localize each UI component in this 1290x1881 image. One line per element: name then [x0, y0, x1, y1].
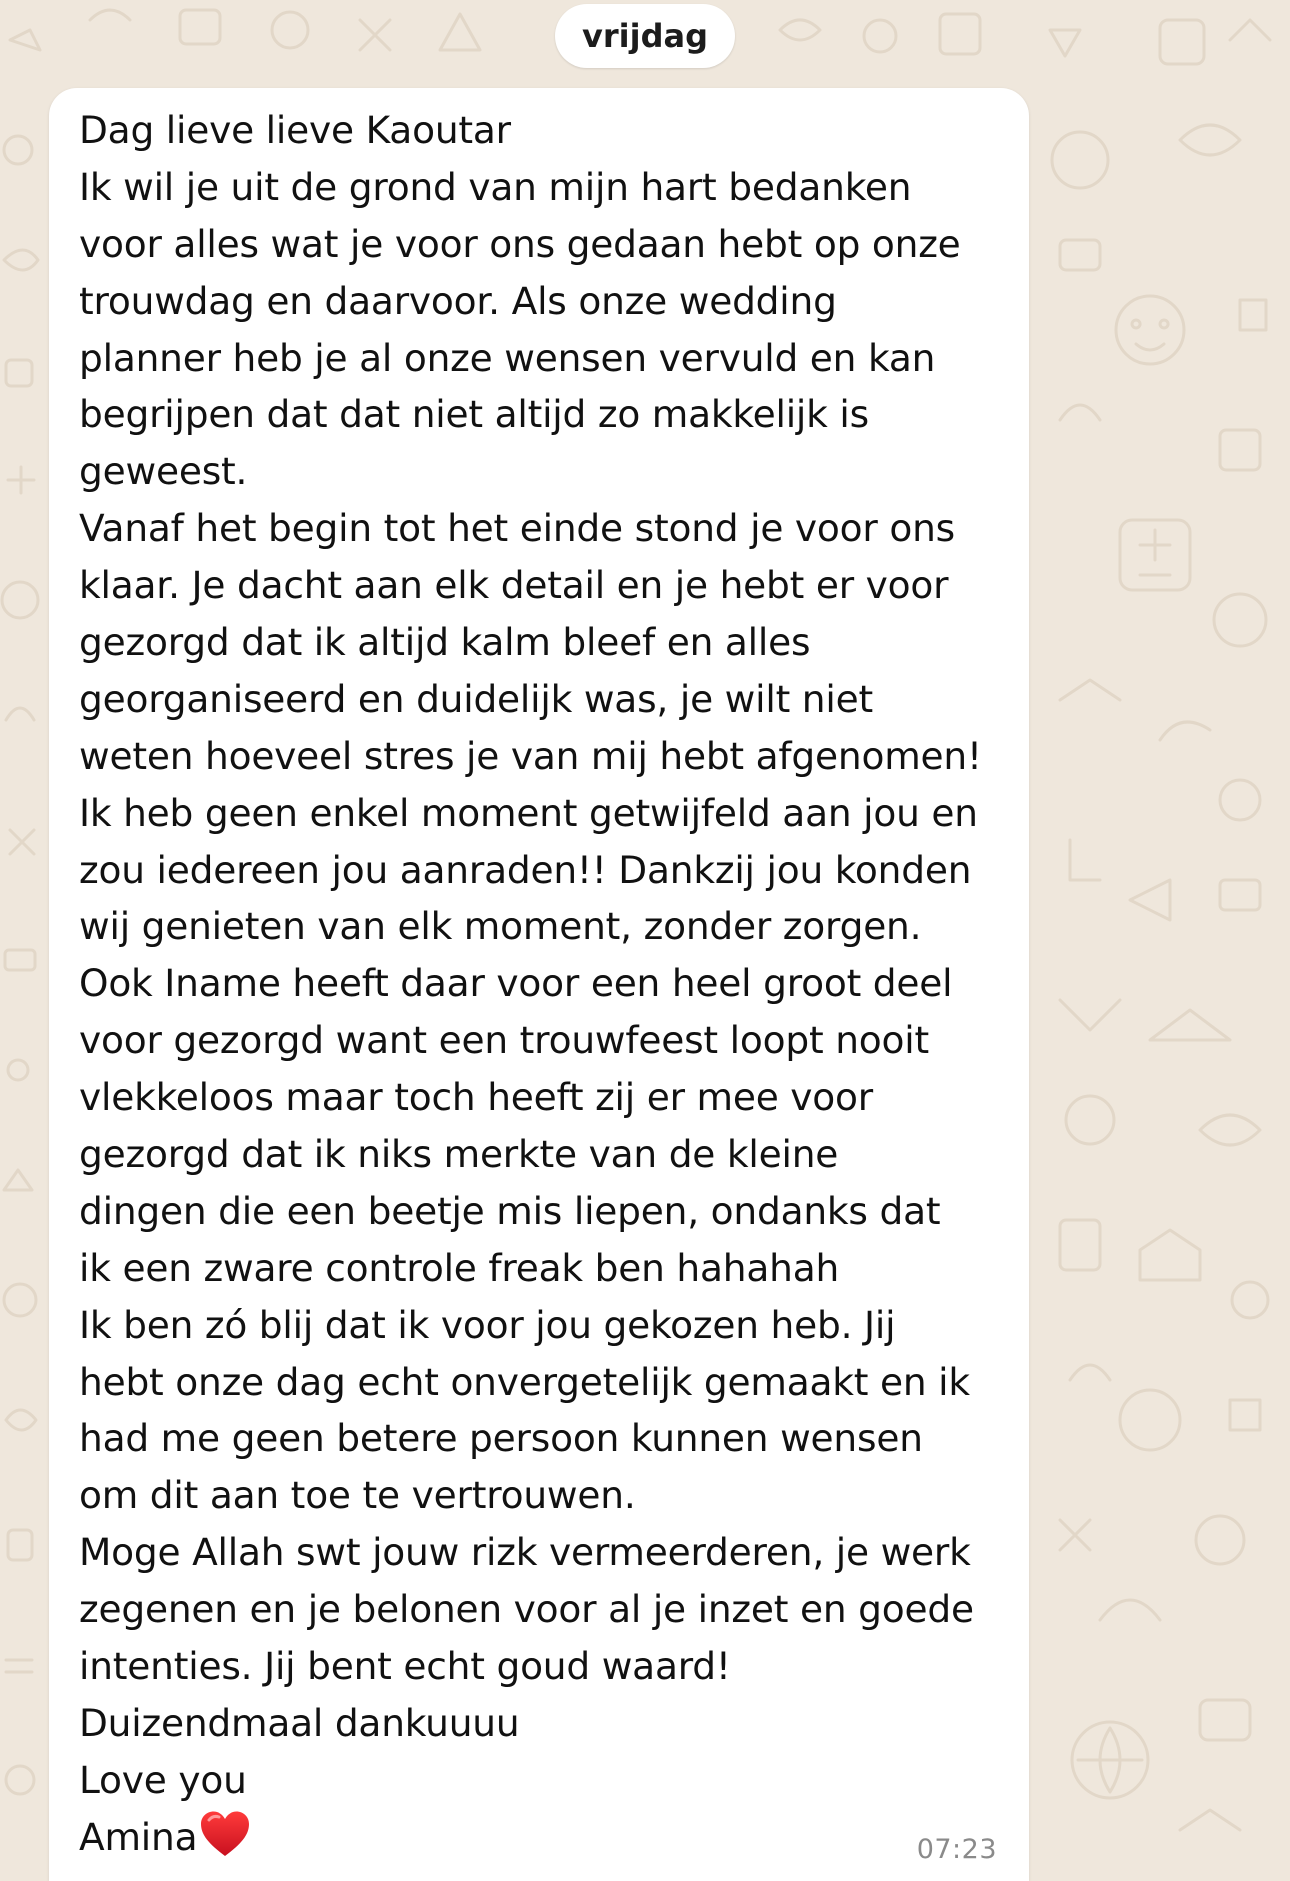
message-line: wij genieten van elk moment, zonder zorgen. [79, 904, 922, 949]
message-line: trouwdag en daarvoor. Als onze wedding [79, 278, 837, 323]
message-line: Vanaf het begin tot het einde stond je voor ons [79, 506, 955, 551]
message-line: dingen die een beetje mis liepen, ondanks dat [79, 1188, 941, 1233]
signature-name: Amina [79, 1814, 198, 1859]
message-line: vlekkeloos maar toch heeft zij er mee voor [79, 1075, 874, 1120]
message-timestamp: 07:23 [916, 1834, 997, 1865]
message-line: om dit aan toe te vertrouwen. [79, 1473, 636, 1518]
message-line: Ik wil je uit de grond van mijn hart bedanken [79, 164, 912, 209]
message-line: klaar. Je dacht aan elk detail en je hebt er voor [79, 563, 949, 608]
message-line: georganiseerd en duidelijk was, je wilt niet [79, 676, 873, 721]
date-separator: vrijdag [555, 4, 735, 68]
message-line: Moge Allah swt jouw rizk vermeerderen, je werk [79, 1530, 971, 1575]
message-line: intenties. Jij bent echt goud waard! [79, 1644, 731, 1689]
message-line: planner heb je al onze wensen vervuld en kan [79, 335, 936, 380]
message-line: Ook Iname heeft daar voor een heel groot deel [79, 961, 953, 1006]
message-line: Dag lieve lieve Kaoutar [79, 108, 511, 152]
message-line: zegenen en je belonen voor al je inzet en goede [79, 1587, 974, 1632]
message-line: ik een zware controle freak ben hahahah [79, 1245, 840, 1290]
red-heart-icon [199, 1810, 251, 1858]
message-line: Ik ben zó blij dat ik voor jou gekozen heb. Jij [79, 1302, 896, 1347]
message-line: hebt onze dag echt onvergetelijk gemaakt en ik [79, 1359, 970, 1404]
message-line: Duizendmaal dankuuuu [79, 1700, 520, 1745]
message-line: gezorgd dat ik niks merkte van de kleine [79, 1132, 839, 1177]
message-line: geweest. [79, 449, 248, 494]
message-line: voor gezorgd want een trouwfeest loopt nooit [79, 1018, 929, 1063]
message-line: weten hoeveel stres je van mij hebt afgenomen! [79, 733, 982, 778]
message-line: Love you [79, 1757, 247, 1802]
message-text [79, 102, 1024, 1866]
message-line: had me geen betere persoon kunnen wensen [79, 1416, 923, 1461]
message-line: Ik heb geen enkel moment getwijfeld aan jou en [79, 790, 978, 835]
message-line: gezorgd dat ik altijd kalm bleef en alles [79, 620, 811, 665]
message-line: begrijpen dat dat niet altijd zo makkelijk is [79, 392, 869, 437]
message-line: voor alles wat je voor ons gedaan hebt op onze [79, 221, 961, 266]
message-line: zou iedereen jou aanraden!! Dankzij jou konden [79, 847, 972, 892]
signature-line [79, 1809, 1024, 1866]
